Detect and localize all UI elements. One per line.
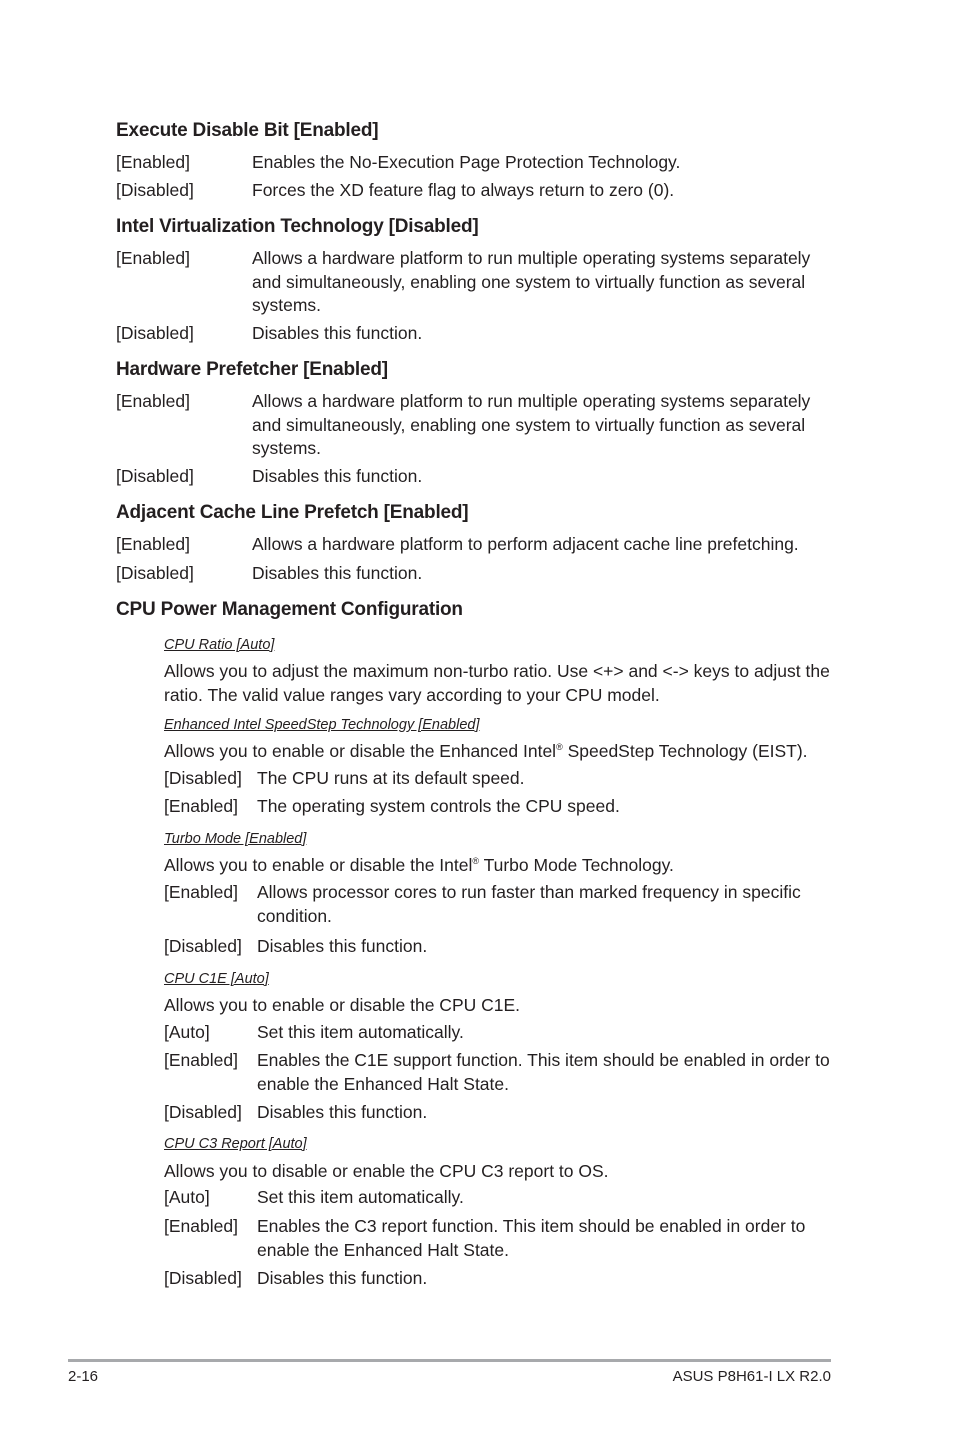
option-key: [Disabled]	[164, 936, 242, 956]
section-heading-execute-disable-bit: Execute Disable Bit [Enabled]	[116, 120, 379, 141]
product-name: ASUS P8H61-I LX R2.0	[672, 1368, 831, 1385]
option-key: [Enabled]	[116, 391, 190, 411]
option-description: Enables the No-Execution Page Protection Technology.	[252, 152, 681, 172]
option-description: Disables this function.	[252, 466, 423, 486]
option-key: [Disabled]	[164, 768, 242, 788]
option-description: Disables this function.	[252, 323, 423, 343]
option-description: Allows a hardware platform to run multiple operating systems separately and simultaneously, enabling one system to virtually function as several systems.	[252, 391, 811, 458]
option-key: [Auto]	[164, 1187, 210, 1207]
option-description: Allows processor cores to run faster than marked frequency in specific condition.	[257, 882, 801, 926]
subsection-description: Allows you to enable or disable the Intel® Turbo Mode Technology.	[164, 855, 674, 875]
section-heading-cpu-power-management: CPU Power Management Configuration	[116, 599, 463, 620]
subsection-title-cpu-ratio: CPU Ratio [Auto]	[164, 637, 275, 653]
subsection-title-turbo-mode: Turbo Mode [Enabled]	[164, 831, 307, 847]
option-key: [Enabled]	[164, 1050, 238, 1070]
option-description: The CPU runs at its default speed.	[257, 768, 525, 788]
option-key: [Enabled]	[116, 248, 190, 268]
option-key: [Enabled]	[164, 882, 238, 902]
subsection-description: Allows you to enable or disable the CPU C1E.	[164, 995, 521, 1015]
option-description: Enables the C1E support function. This item should be enabled in order to enable the Enhanced Halt State.	[257, 1050, 830, 1094]
section-heading-hardware-prefetcher: Hardware Prefetcher [Enabled]	[116, 359, 388, 380]
option-key: [Disabled]	[164, 1268, 242, 1288]
option-description: Set this item automatically.	[257, 1022, 464, 1042]
option-description: Disables this function.	[257, 1268, 428, 1288]
option-description: Set this item automatically.	[257, 1187, 464, 1207]
option-description: Disables this function.	[257, 1102, 428, 1122]
option-key: [Disabled]	[116, 563, 194, 583]
option-description: Allows a hardware platform to perform adjacent cache line prefetching.	[252, 534, 799, 554]
option-description: Enables the C3 report function. This item should be enabled in order to enable the Enhanced Halt State.	[257, 1216, 806, 1260]
page-number: 2-16	[68, 1368, 99, 1385]
registered-mark: ®	[472, 856, 480, 866]
option-description: Allows a hardware platform to run multiple operating systems separately and simultaneously, enabling one system to virtually function as several systems.	[252, 248, 811, 315]
footer-rule	[68, 1359, 831, 1362]
section-heading-intel-virtualization: Intel Virtualization Technology [Disabled]	[116, 216, 479, 237]
subsection-description: Allows you to adjust the maximum non-turbo ratio. Use <+> and <-> keys to adjust the ratio. The valid value ranges vary according to your CPU model.	[164, 661, 830, 705]
subsection-title-cpu-c1e: CPU C1E [Auto]	[164, 971, 269, 987]
option-key: [Enabled]	[116, 152, 190, 172]
option-description: Disables this function.	[257, 936, 428, 956]
option-key: [Disabled]	[116, 466, 194, 486]
subsection-description: Allows you to disable or enable the CPU C3 report to OS.	[164, 1161, 609, 1181]
option-key: [Disabled]	[116, 180, 194, 200]
option-key: [Disabled]	[164, 1102, 242, 1122]
option-description: Disables this function.	[252, 563, 423, 583]
registered-mark: ®	[556, 742, 563, 752]
subsection-title-eist: Enhanced Intel SpeedStep Technology [Enabled]	[164, 717, 480, 733]
option-description: The operating system controls the CPU speed.	[257, 796, 620, 816]
subsection-title-cpu-c3-report: CPU C3 Report [Auto]	[164, 1136, 307, 1152]
section-heading-adjacent-cache-line: Adjacent Cache Line Prefetch [Enabled]	[116, 502, 469, 523]
option-key: [Auto]	[164, 1022, 210, 1042]
option-key: [Enabled]	[164, 796, 238, 816]
option-key: [Enabled]	[164, 1216, 238, 1236]
option-description: Forces the XD feature flag to always return to zero (0).	[252, 180, 675, 200]
subsection-description: Allows you to enable or disable the Enhanced Intel® SpeedStep Technology (EIST).	[164, 741, 808, 761]
option-key: [Enabled]	[116, 534, 190, 554]
option-key: [Disabled]	[116, 323, 194, 343]
